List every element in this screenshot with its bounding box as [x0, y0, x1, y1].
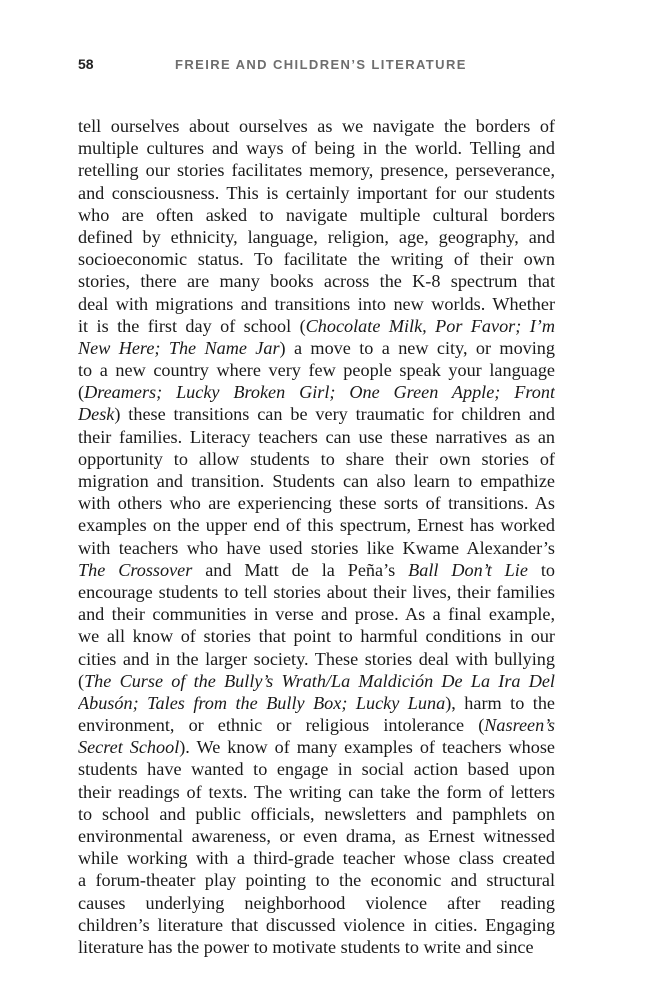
text-line: [78, 758, 555, 780]
text-run: ) these transitions can be very traumatic for children and: [114, 404, 555, 425]
text-run: and consciousness. This is certainly important for our students: [78, 182, 555, 203]
text-line: [78, 692, 555, 714]
italic-title: The Crossover: [78, 559, 193, 580]
italic-title: Chocolate Milk, Por Favor; I’m: [305, 315, 555, 336]
text-run: who are often asked to navigate multiple cultural borders: [78, 204, 555, 225]
text-run: stories, there are many books across the K-8 spectrum that: [78, 271, 555, 292]
text-line: [78, 781, 555, 803]
text-line: [78, 315, 555, 337]
text-run: encourage students to tell stories about their lives, their families: [78, 581, 555, 602]
text-run: causes underlying neighborhood violence after reading: [78, 892, 555, 913]
italic-title: Secret School: [78, 737, 180, 758]
text-run: (: [78, 382, 85, 403]
text-run: cities and in the larger society. These stories deal with bullying: [78, 648, 555, 669]
text-run: their families. Literacy teachers can use these narratives as an: [78, 426, 555, 447]
text-run: to a new country where very few people speak your language: [78, 360, 555, 381]
text-run: retelling our stories facilitates memory, presence, perseverance,: [78, 160, 555, 181]
text-run: while working with a third-grade teacher whose class created: [78, 848, 555, 869]
text-run: their readings of texts. The writing can take the form of letters: [78, 781, 555, 802]
running-head: [78, 56, 558, 76]
text-line: [78, 359, 555, 381]
italic-title: The Curse of the Bully’s Wrath/La Maldición De La Ira Del: [84, 670, 555, 691]
text-line: [78, 204, 555, 226]
text-line: [78, 714, 555, 736]
text-line: [78, 869, 555, 891]
text-run: to: [527, 559, 555, 580]
text-run: literature has the power to motivate students to write and since: [78, 936, 534, 957]
text-line: [78, 936, 555, 958]
text-run: environmental awareness, or even drama, as Ernest witnessed: [78, 826, 555, 846]
text-line: [78, 825, 555, 847]
text-run: tell ourselves about ourselves as we navigate the borders of: [78, 116, 555, 136]
text-line: [78, 847, 555, 869]
text-run: ), harm to the: [445, 692, 555, 713]
text-run: a forum-theater play pointing to the economic and structural: [78, 870, 555, 891]
text-line: [78, 559, 555, 581]
text-run: with others who are experiencing these sorts of transitions. As: [78, 493, 555, 514]
text-run: students have wanted to engage in social action based upon: [78, 759, 555, 780]
text-run: ). We know of many examples of teachers whose: [179, 737, 555, 758]
body-text: [78, 115, 555, 958]
text-line: [78, 581, 555, 603]
text-line: [78, 648, 555, 670]
text-line: [78, 381, 555, 403]
text-line: [78, 137, 555, 159]
text-run: ) a move to a new city, or moving: [279, 337, 555, 358]
text-line: [78, 403, 555, 425]
text-line: [78, 426, 555, 448]
text-line: [78, 182, 555, 204]
italic-title: New Here; The Name Jar: [78, 337, 280, 358]
text-line: [78, 625, 555, 647]
italic-title: Nasreen’s: [484, 715, 555, 736]
text-line: [78, 115, 555, 137]
text-run: (: [78, 670, 85, 691]
text-line: [78, 914, 555, 936]
text-run: socioeconomic status. To facilitate the writing of their own: [78, 249, 555, 270]
italic-title: Ball Don’t Lie: [408, 559, 528, 580]
text-line: [78, 226, 555, 248]
text-line: [78, 892, 555, 914]
text-line: [78, 670, 555, 692]
running-title: FREIRE AND CHILDREN’S LITERATURE: [175, 57, 467, 72]
text-run: to school and public officials, newsletters and pamphlets on: [78, 803, 555, 824]
text-line: [78, 736, 555, 758]
text-run: and their communities in verse and prose. As a final example,: [78, 604, 555, 625]
text-run: defined by ethnicity, language, religion, age, geography, and: [78, 226, 555, 247]
italic-title: Desk: [78, 404, 115, 425]
text-line: [78, 537, 555, 559]
text-line: [78, 803, 555, 825]
text-run: children’s literature that discussed violence in cities. Engaging: [78, 914, 555, 935]
page-number: 58: [78, 56, 94, 72]
text-line: [78, 293, 555, 315]
italic-title: Dreamers; Lucky Broken Girl; One Green Apple; Front: [84, 382, 555, 403]
text-line: [78, 492, 555, 514]
text-run: multiple cultures and ways of being in the world. Telling and: [78, 138, 555, 159]
text-line: [78, 248, 555, 270]
text-run: and Matt de la Peña’s: [192, 559, 409, 580]
text-line: [78, 603, 555, 625]
text-run: deal with migrations and transitions into new worlds. Whether: [78, 293, 555, 314]
text-run: with teachers who have used stories like Kwame Alexander’s: [78, 537, 555, 558]
text-run: environment, or ethnic or religious intolerance (: [78, 715, 485, 736]
text-run: migration and transition. Students can also learn to empathize: [78, 471, 555, 491]
text-line: [78, 448, 555, 470]
text-line: [78, 270, 555, 292]
text-run: opportunity to allow students to share their own stories of: [78, 448, 555, 469]
text-line: [78, 159, 555, 181]
text-run: we all know of stories that point to harmful conditions in our: [78, 626, 555, 647]
text-line: [78, 337, 555, 359]
text-line: [78, 514, 555, 536]
text-run: examples on the upper end of this spectrum, Ernest has worked: [78, 515, 555, 536]
text-line: [78, 470, 555, 492]
text-run: it is the first day of school (: [78, 315, 306, 336]
italic-title: Abusón; Tales from the Bully Box; Lucky Luna: [78, 692, 446, 713]
